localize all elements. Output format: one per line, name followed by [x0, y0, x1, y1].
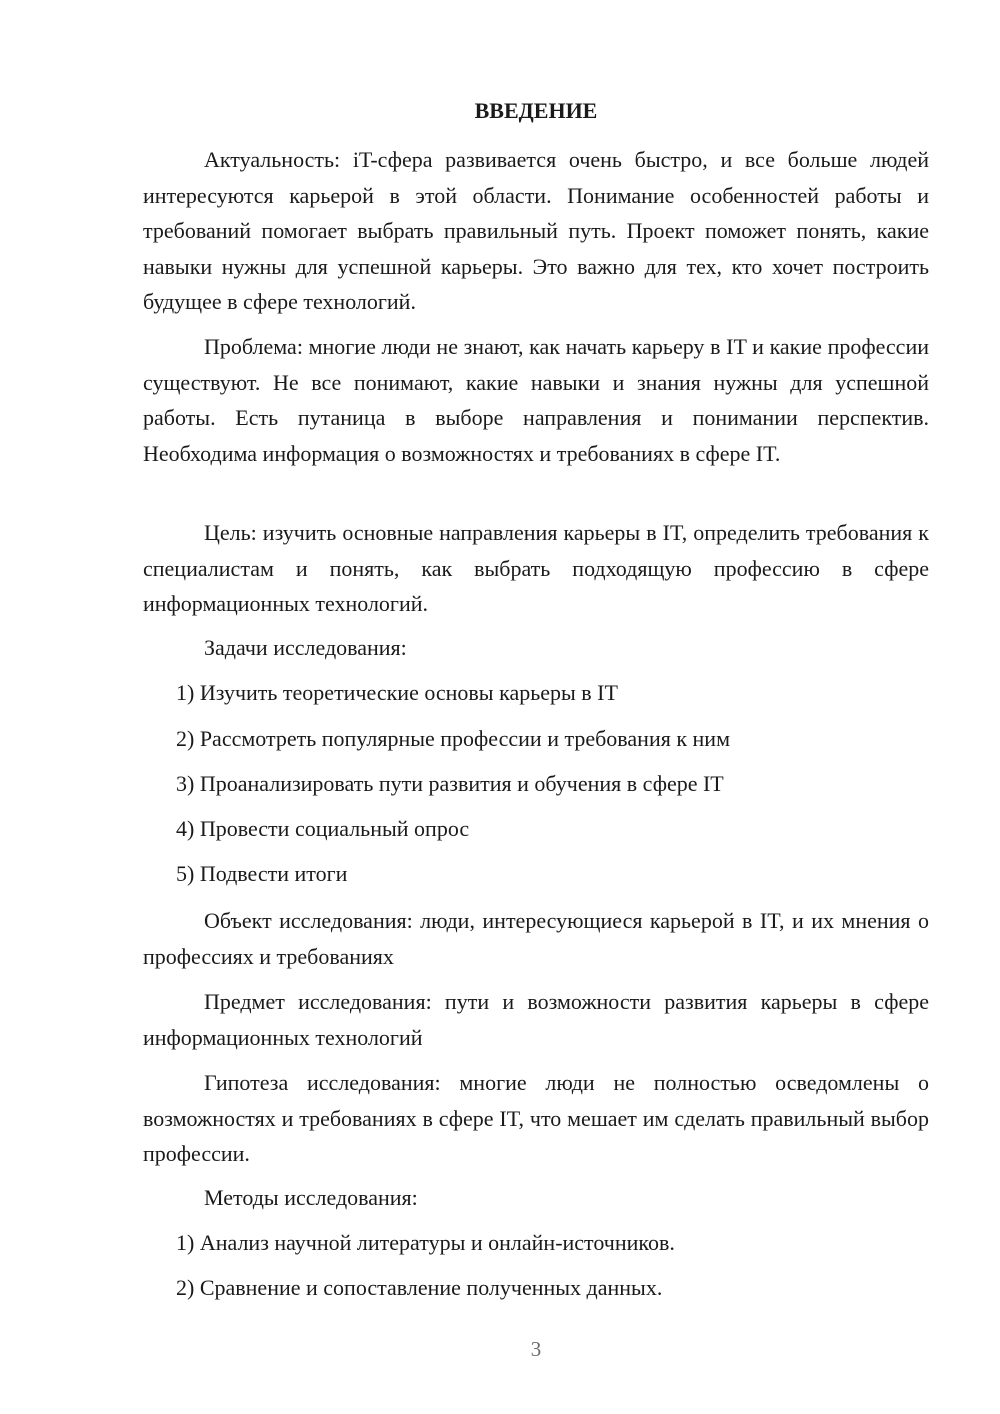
tasks-label: Задачи исследования: [204, 635, 407, 660]
object-paragraph: Объект исследования: люди, интересующиеся карьерой в IT, и их мнения о профессиях и требованиях [143, 908, 929, 969]
task-item: 1) Изучить теоретические основы карьеры в IT [176, 680, 618, 705]
goal-paragraph: Цель: изучить основные направления карьеры в IT, определить требования к специалистам и понять, как выбрать подходящую профессию в сфере информационных технологий. [143, 520, 929, 616]
problem-paragraph: Проблема: многие люди не знают, как начать карьеру в IT и какие профессии существуют. Не все понимают, какие навыки и знания нужны для успешной работы. Есть путаница в выборе направления и понимании перспектив. Необходима информация о возможностях и требованиях в сфере IT. [143, 334, 929, 466]
task-item: 3) Проанализировать пути развития и обучения в сфере IT [176, 771, 724, 796]
relevance-paragraph: Актуальность: iT-сфера развивается очень быстро, и все больше людей интересуются карьерой в этой области. Понимание особенностей работы и требований помогает выбрать правильный путь. Проект поможет понять, какие навыки нужны для успешной карьеры. Это важно для тех, кто хочет построить будущее в сфере технологий. [143, 147, 929, 314]
hypothesis-paragraph: Гипотеза исследования: многие люди не полностью осведомлены о возможностях и требованиях в сфере IT, что мешает им сделать правильный выбор профессии. [143, 1070, 929, 1166]
task-item: 2) Рассмотреть популярные профессии и требования к ним [176, 726, 730, 751]
methods-label: Методы исследования: [204, 1185, 418, 1210]
page-title: ВВЕДЕНИЕ [474, 98, 598, 123]
page-number: 3 [530, 1337, 542, 1361]
document-page [143, 0, 929, 1414]
subject-paragraph: Предмет исследования: пути и возможности развития карьеры в сфере информационных технологий [143, 989, 929, 1050]
method-item: 1) Анализ научной литературы и онлайн-источников. [176, 1230, 675, 1255]
task-item: 4) Провести социальный опрос [176, 816, 470, 841]
method-item: 2) Сравнение и сопоставление полученных данных. [176, 1275, 663, 1300]
task-item: 5) Подвести итоги [176, 861, 348, 886]
